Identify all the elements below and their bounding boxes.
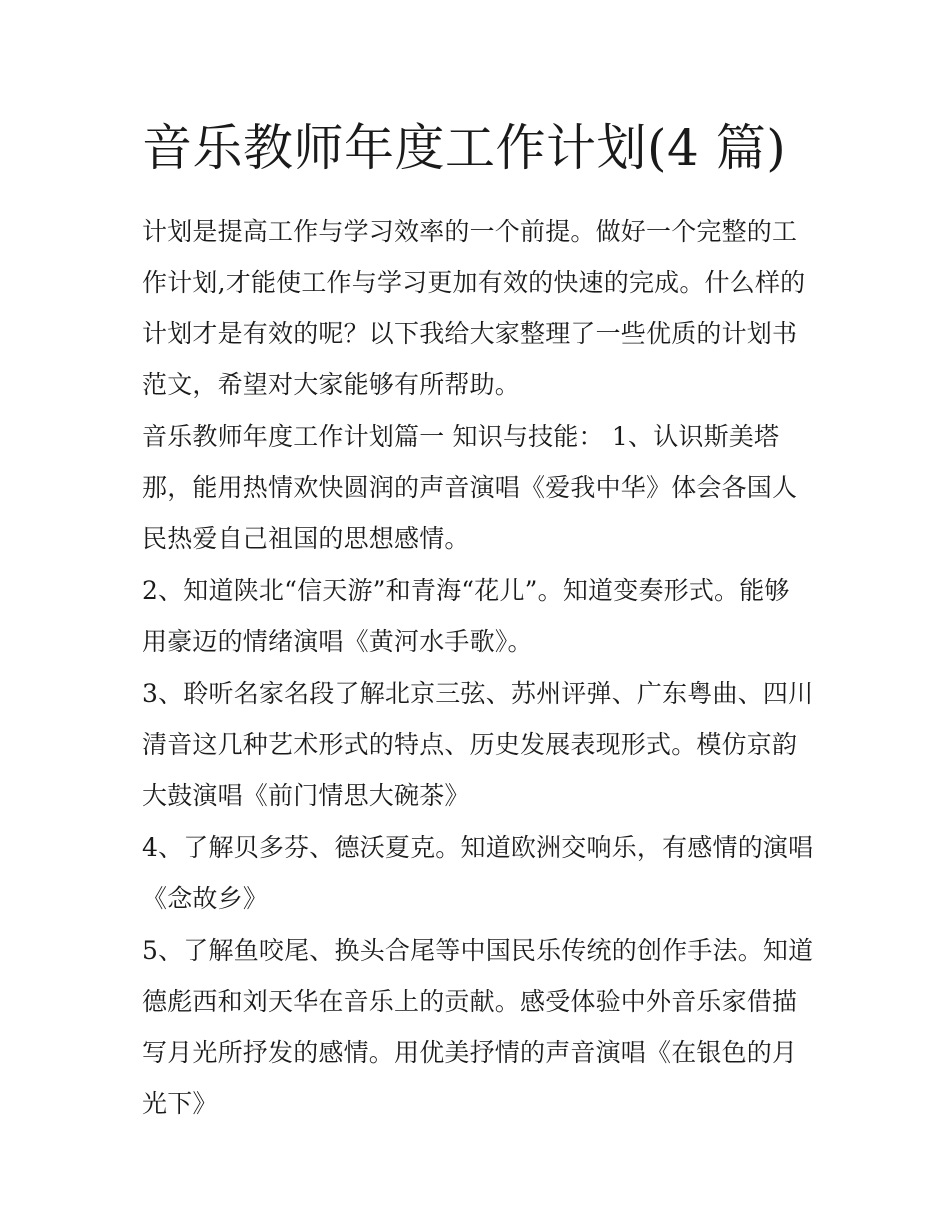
document-body — [142, 112, 814, 1130]
item-3-paragraph: 3、聆听名家名段了解北京三弦、苏州评弹、广东粤曲、四川清音这几种艺术形式的特点、历史发展表现形式。模仿京韵大鼓演唱《前门情思大碗茶》 — [142, 679, 814, 810]
item-2-paragraph: 2、知道陕北“信天游”和青海“花儿”。知道变奏形式。能够用豪迈的情绪演唱《黄河水手歌》。 — [142, 576, 790, 656]
plan-section-one-paragraph: 音乐教师年度工作计划篇一 知识与技能： 1、认识斯美塔那，能用热情欢快圆润的声音演唱《爱我中华》体会各国人民热爱自己祖国的思想感情。 — [142, 422, 798, 553]
item-5-paragraph: 5、了解鱼咬尾、换头合尾等中国民乐传统的创作手法。知道德彪西和刘天华在音乐上的贡献。感受体验中外音乐家借描写月光所抒发的感情。用优美抒情的声音演唱《在银色的月光下》 — [142, 936, 814, 1118]
document-title: 音乐教师年度工作计划(4 篇) — [142, 119, 787, 177]
item-4-paragraph: 4、了解贝多芬、德沃夏克。知道欧洲交响乐，有感情的演唱《念故乡》 — [142, 833, 814, 913]
intro-paragraph: 计划是提高工作与学习效率的一个前提。做好一个完整的工作计划,才能使工作与学习更加有效的快速的完成。什么样的计划才是有效的呢？以下我给大家整理了一些优质的计划书范文，希望对大家能够有所帮助。 — [142, 217, 806, 399]
